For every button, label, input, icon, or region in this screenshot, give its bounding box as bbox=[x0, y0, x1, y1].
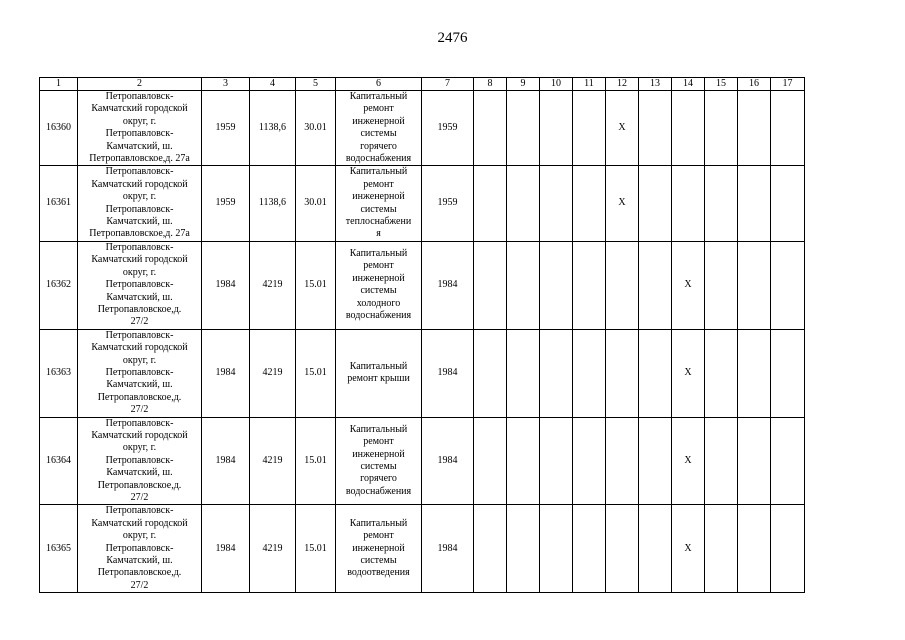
mark-cell: X bbox=[606, 91, 639, 166]
code-cell: 30.01 bbox=[296, 166, 336, 241]
mark-cell bbox=[639, 91, 672, 166]
mark-cell bbox=[639, 505, 672, 593]
mark-cell bbox=[738, 417, 771, 505]
mark-cell bbox=[474, 91, 507, 166]
work-type-cell: Капитальный ремонт инженерной системы горячего водоснабжения bbox=[336, 417, 422, 505]
work-year-cell: 1959 bbox=[422, 91, 474, 166]
mark-cell bbox=[771, 241, 805, 329]
column-number: 2 bbox=[78, 78, 202, 91]
mark-cell bbox=[639, 241, 672, 329]
mark-cell bbox=[474, 417, 507, 505]
mark-cell bbox=[540, 241, 573, 329]
area-cell: 4219 bbox=[250, 505, 296, 593]
code-cell: 15.01 bbox=[296, 417, 336, 505]
column-number-row bbox=[40, 78, 805, 91]
mark-cell bbox=[573, 329, 606, 417]
mark-cell bbox=[606, 505, 639, 593]
record-id-cell: 16360 bbox=[40, 91, 78, 166]
mark-cell bbox=[540, 417, 573, 505]
table-row bbox=[40, 417, 805, 505]
work-type-cell: Капитальный ремонт инженерной системы холодного водоснабжения bbox=[336, 241, 422, 329]
address-cell: Петропавловск- Камчатский городской округ, г. Петропавловск- Камчатский, ш. Петропавловское,д. 27а bbox=[78, 91, 202, 166]
area-cell: 4219 bbox=[250, 241, 296, 329]
table-row bbox=[40, 166, 805, 241]
column-number: 7 bbox=[422, 78, 474, 91]
code-cell: 15.01 bbox=[296, 241, 336, 329]
build-year-cell: 1984 bbox=[202, 417, 250, 505]
code-cell: 15.01 bbox=[296, 329, 336, 417]
mark-cell bbox=[738, 91, 771, 166]
column-number: 16 bbox=[738, 78, 771, 91]
column-number: 1 bbox=[40, 78, 78, 91]
address-cell: Петропавловск- Камчатский городской округ, г. Петропавловск- Камчатский, ш. Петропавловское,д. 27/2 bbox=[78, 329, 202, 417]
area-cell: 4219 bbox=[250, 329, 296, 417]
work-year-cell: 1984 bbox=[422, 417, 474, 505]
table-row bbox=[40, 91, 805, 166]
area-cell: 4219 bbox=[250, 417, 296, 505]
mark-cell bbox=[573, 505, 606, 593]
work-year-cell: 1959 bbox=[422, 166, 474, 241]
mark-cell bbox=[474, 505, 507, 593]
mark-cell bbox=[771, 166, 805, 241]
work-type-cell: Капитальный ремонт инженерной системы теплоснабжени я bbox=[336, 166, 422, 241]
mark-cell bbox=[573, 417, 606, 505]
mark-cell bbox=[672, 91, 705, 166]
mark-cell bbox=[705, 505, 738, 593]
work-year-cell: 1984 bbox=[422, 241, 474, 329]
mark-cell bbox=[507, 166, 540, 241]
mark-cell bbox=[705, 91, 738, 166]
mark-cell bbox=[507, 417, 540, 505]
mark-cell bbox=[507, 505, 540, 593]
mark-cell bbox=[507, 91, 540, 166]
mark-cell bbox=[705, 417, 738, 505]
record-id-cell: 16364 bbox=[40, 417, 78, 505]
build-year-cell: 1984 bbox=[202, 505, 250, 593]
mark-cell bbox=[738, 329, 771, 417]
mark-cell bbox=[771, 329, 805, 417]
column-number: 17 bbox=[771, 78, 805, 91]
column-number: 9 bbox=[507, 78, 540, 91]
mark-cell: X bbox=[672, 241, 705, 329]
mark-cell bbox=[639, 329, 672, 417]
mark-cell: X bbox=[606, 166, 639, 241]
record-id-cell: 16363 bbox=[40, 329, 78, 417]
table-row bbox=[40, 241, 805, 329]
column-number: 8 bbox=[474, 78, 507, 91]
mark-cell bbox=[639, 417, 672, 505]
table-row bbox=[40, 329, 805, 417]
build-year-cell: 1984 bbox=[202, 329, 250, 417]
code-cell: 30.01 bbox=[296, 91, 336, 166]
mark-cell bbox=[540, 166, 573, 241]
address-cell: Петропавловск- Камчатский городской округ, г. Петропавловск- Камчатский, ш. Петропавловское,д. 27/2 bbox=[78, 241, 202, 329]
mark-cell bbox=[705, 166, 738, 241]
mark-cell bbox=[540, 505, 573, 593]
column-number: 5 bbox=[296, 78, 336, 91]
column-number: 4 bbox=[250, 78, 296, 91]
mark-cell: X bbox=[672, 329, 705, 417]
area-cell: 1138,6 bbox=[250, 166, 296, 241]
address-cell: Петропавловск- Камчатский городской округ, г. Петропавловск- Камчатский, ш. Петропавловское,д. 27а bbox=[78, 166, 202, 241]
mark-cell bbox=[474, 241, 507, 329]
work-year-cell: 1984 bbox=[422, 329, 474, 417]
mark-cell bbox=[606, 417, 639, 505]
work-type-cell: Капитальный ремонт крыши bbox=[336, 329, 422, 417]
mark-cell bbox=[672, 166, 705, 241]
mark-cell bbox=[540, 329, 573, 417]
work-type-cell: Капитальный ремонт инженерной системы горячего водоснабжения bbox=[336, 91, 422, 166]
mark-cell bbox=[705, 241, 738, 329]
record-id-cell: 16361 bbox=[40, 166, 78, 241]
mark-cell bbox=[771, 505, 805, 593]
mark-cell bbox=[573, 166, 606, 241]
column-number: 10 bbox=[540, 78, 573, 91]
mark-cell bbox=[474, 329, 507, 417]
column-number: 3 bbox=[202, 78, 250, 91]
build-year-cell: 1959 bbox=[202, 166, 250, 241]
mark-cell bbox=[507, 329, 540, 417]
mark-cell bbox=[738, 241, 771, 329]
mark-cell bbox=[639, 166, 672, 241]
capital-repair-table bbox=[39, 77, 805, 593]
mark-cell bbox=[606, 329, 639, 417]
mark-cell bbox=[771, 417, 805, 505]
mark-cell bbox=[606, 241, 639, 329]
mark-cell bbox=[474, 166, 507, 241]
work-year-cell: 1984 bbox=[422, 505, 474, 593]
column-number: 13 bbox=[639, 78, 672, 91]
table-row bbox=[40, 505, 805, 593]
mark-cell bbox=[540, 91, 573, 166]
build-year-cell: 1959 bbox=[202, 91, 250, 166]
mark-cell bbox=[573, 241, 606, 329]
mark-cell bbox=[507, 241, 540, 329]
area-cell: 1138,6 bbox=[250, 91, 296, 166]
column-number: 11 bbox=[573, 78, 606, 91]
mark-cell bbox=[573, 91, 606, 166]
column-number: 12 bbox=[606, 78, 639, 91]
address-cell: Петропавловск- Камчатский городской округ, г. Петропавловск- Камчатский, ш. Петропавловское,д. 27/2 bbox=[78, 417, 202, 505]
mark-cell bbox=[738, 166, 771, 241]
record-id-cell: 16362 bbox=[40, 241, 78, 329]
code-cell: 15.01 bbox=[296, 505, 336, 593]
page-number: 2476 bbox=[437, 30, 468, 46]
work-type-cell: Капитальный ремонт инженерной системы водоотведения bbox=[336, 505, 422, 593]
mark-cell bbox=[705, 329, 738, 417]
mark-cell bbox=[738, 505, 771, 593]
column-number: 15 bbox=[705, 78, 738, 91]
column-number: 6 bbox=[336, 78, 422, 91]
table-body bbox=[40, 78, 805, 593]
mark-cell bbox=[771, 91, 805, 166]
build-year-cell: 1984 bbox=[202, 241, 250, 329]
mark-cell: X bbox=[672, 417, 705, 505]
column-number: 14 bbox=[672, 78, 705, 91]
record-id-cell: 16365 bbox=[40, 505, 78, 593]
address-cell: Петропавловск- Камчатский городской округ, г. Петропавловск- Камчатский, ш. Петропавловское,д. 27/2 bbox=[78, 505, 202, 593]
mark-cell: X bbox=[672, 505, 705, 593]
